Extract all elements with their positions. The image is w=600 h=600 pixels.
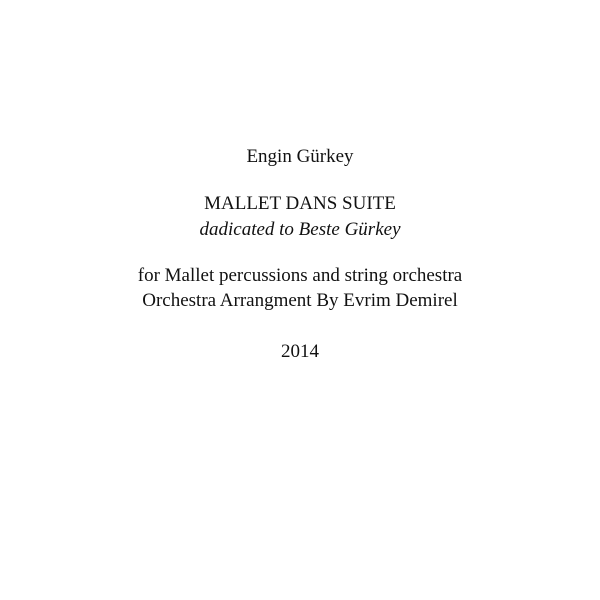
dedication: dadicated to Beste Gürkey [199,219,401,240]
year: 2014 [281,341,319,362]
instrumentation: for Mallet percussions and string orchestra [137,265,463,286]
composer-name: Engin Gürkey [246,146,354,167]
work-title: MALLET DANS SUITE [204,193,396,214]
arrangement-credit: Orchestra Arrangment By Evrim Demirel [142,290,458,311]
